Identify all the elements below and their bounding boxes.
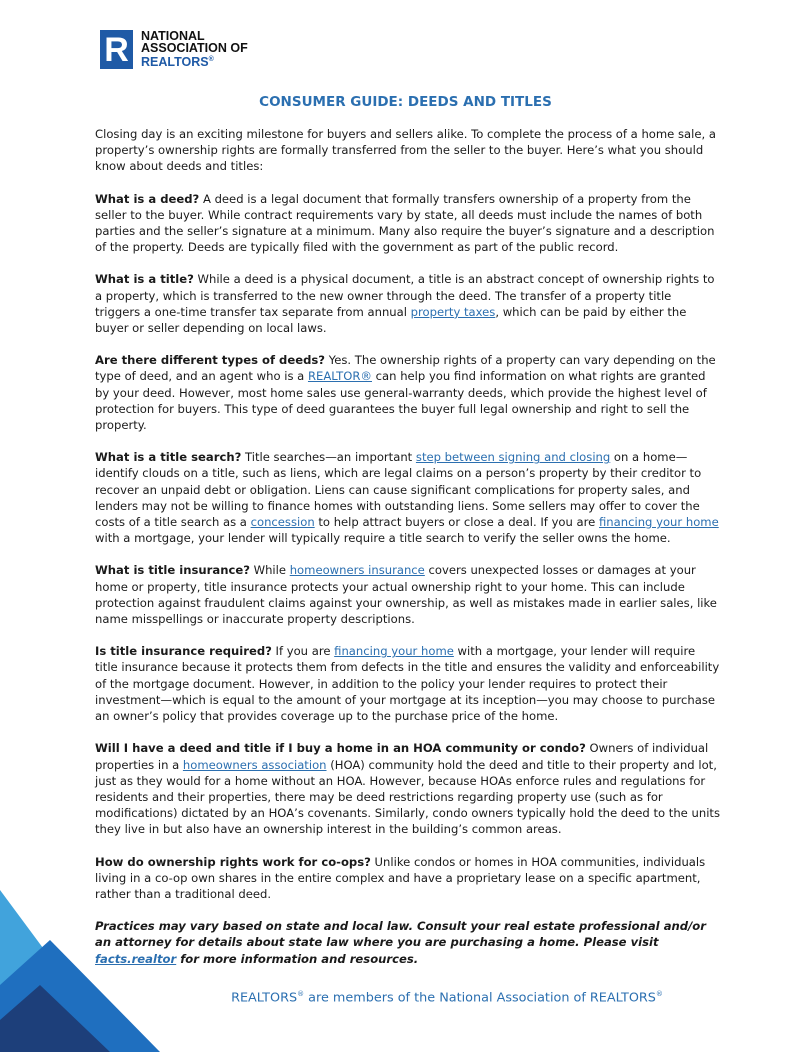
section-search: What is a title search? Title searches—an important step between signing and closing on a home—identify clouds on a title, such as liens, which are legal claims on a person’s property by their creditor to recover an unpaid debt or obligation. Liens can cause significant complications for property sales, and lenders may not be willing to finance homes with outstanding liens. Some sellers may offer to cover the costs of a title search as a concession to help attract buyers or close a deal. If you are financing your home with a mortgage, your lender will typically require a title search to verify the seller owns the home. [95, 450, 719, 546]
section-heading: Will I have a deed and title if I buy a home in an HOA community or condo? [95, 741, 586, 756]
document-body [95, 126, 720, 983]
section-heading: Is title insurance required? [95, 644, 272, 659]
realtor-link[interactable]: REALTOR® [307, 369, 372, 384]
section-heading: What is a title? [95, 272, 194, 287]
section-heading: Are there different types of deeds? [95, 353, 326, 368]
intro-paragraph: Closing day is an exciting milestone for buyers and sellers alike. To complete the process of a home sale, a property’s ownership rights are formally transferred from the seller to the buyer. Here’s what you should know about deeds and titles: [95, 127, 716, 174]
footer-note: REALTORS® are members of the National Association of REALTORS® [231, 990, 663, 1006]
homeowners-association-link[interactable]: homeowners association [182, 757, 327, 772]
logo-line-3: REALTORS® [141, 55, 214, 70]
homeowners-insurance-link[interactable]: homeowners insurance [289, 563, 425, 578]
logo-wordmark [141, 30, 248, 68]
section-hoa: Will I have a deed and title if I buy a home in an HOA community or condo? Owners of individual properties in a homeowners association (HOA) community hold the deed and title to their property and lot, just as they would for a home without an HOA. However, because HOAs enforce rules and regulations for residents and their properties, there may be deed restrictions regarding property use (such as for modifications) dictated by an HOA’s covenants. Similarly, condo owners typically hold the deed to the units they live in but also have an ownership interest in the building’s common areas. [95, 741, 721, 837]
facts-realtor-link[interactable]: facts.realtor [95, 951, 177, 966]
logo-line-2: ASSOCIATION OF [141, 41, 248, 56]
corner-decoration [0, 890, 180, 1052]
logo-line-1: NATIONAL [141, 29, 205, 44]
financing-home-link[interactable]: financing your home [599, 515, 719, 530]
section-heading: What is a deed? [95, 191, 200, 206]
realtor-r-logo-icon: R [100, 30, 133, 69]
closing-note: Practices may vary based on state and local law. Consult your real estate professional and/or an attorney for details about state law where you are purchasing a home. Please visit facts.realtor for more information and resources. [95, 919, 706, 966]
page-title: CONSUMER GUIDE: DEEDS AND TITLES [259, 94, 552, 110]
section-heading: What is a title search? [95, 450, 242, 465]
section-heading: What is title insurance? [95, 563, 250, 578]
section-required: Is title insurance required? If you are financing your home with a mortgage, your lender will require title insurance because it protects them from defects in the title and ensures the validity and enforceability of the mortgage document. However, in addition to the policy your lender requires to protect their investment—which is equal to the amount of your mortgage at its inception—you may choose to purchase an owner’s policy that provides coverage up to the purchase price of the home. [95, 644, 720, 724]
financing-home-link[interactable]: financing your home [334, 644, 454, 659]
section-insurance: What is title insurance? While homeowners insurance covers unexpected losses or damages at your home or property, title insurance protects your actual ownership right to your home. This can include protection against fraudulent claims against your ownership, as well as mistakes made in earlier sales, like name misspellings or inaccurate property descriptions. [95, 563, 717, 627]
property-taxes-link[interactable]: property taxes [410, 304, 496, 319]
section-title: What is a title? While a deed is a physical document, a title is an abstract concept of ownership rights to a property, which is transferred to the new owner through the deed. The transfer of a property title triggers a one-time transfer tax separate from annual property taxes, which can be paid by either the buyer or seller depending on local laws. [95, 272, 715, 336]
signing-closing-link[interactable]: step between signing and closing [415, 450, 611, 465]
section-types: Are there different types of deeds? Yes. The ownership rights of a property can vary depending on the type of deed, and an agent who is a REALTOR® can help you find information on what rights are granted by your deed. However, most home sales use general-warranty deeds, which provide the highest level of protection for buyers. This type of deed guarantees the buyer full legal ownership and right to sell the property. [95, 353, 716, 433]
concession-link[interactable]: concession [250, 515, 315, 530]
nar-logo [100, 30, 248, 69]
section-coops: How do ownership rights work for co-ops? Unlike condos or homes in HOA communities, individuals living in a co-op own shares in the entire complex and have a proprietary lease on a specific apartment, rather than a traditional deed. [95, 854, 706, 901]
section-deed: What is a deed? A deed is a legal document that formally transfers ownership of a property from the seller to the buyer. While contract requirements vary by state, all deeds must include the names of both parties and the seller’s signature at a minimum. Many also require the buyer’s signature and a description of the property. Deeds are typically filed with the government as part of the public record. [95, 191, 715, 255]
section-heading: How do ownership rights work for co-ops? [95, 854, 371, 869]
